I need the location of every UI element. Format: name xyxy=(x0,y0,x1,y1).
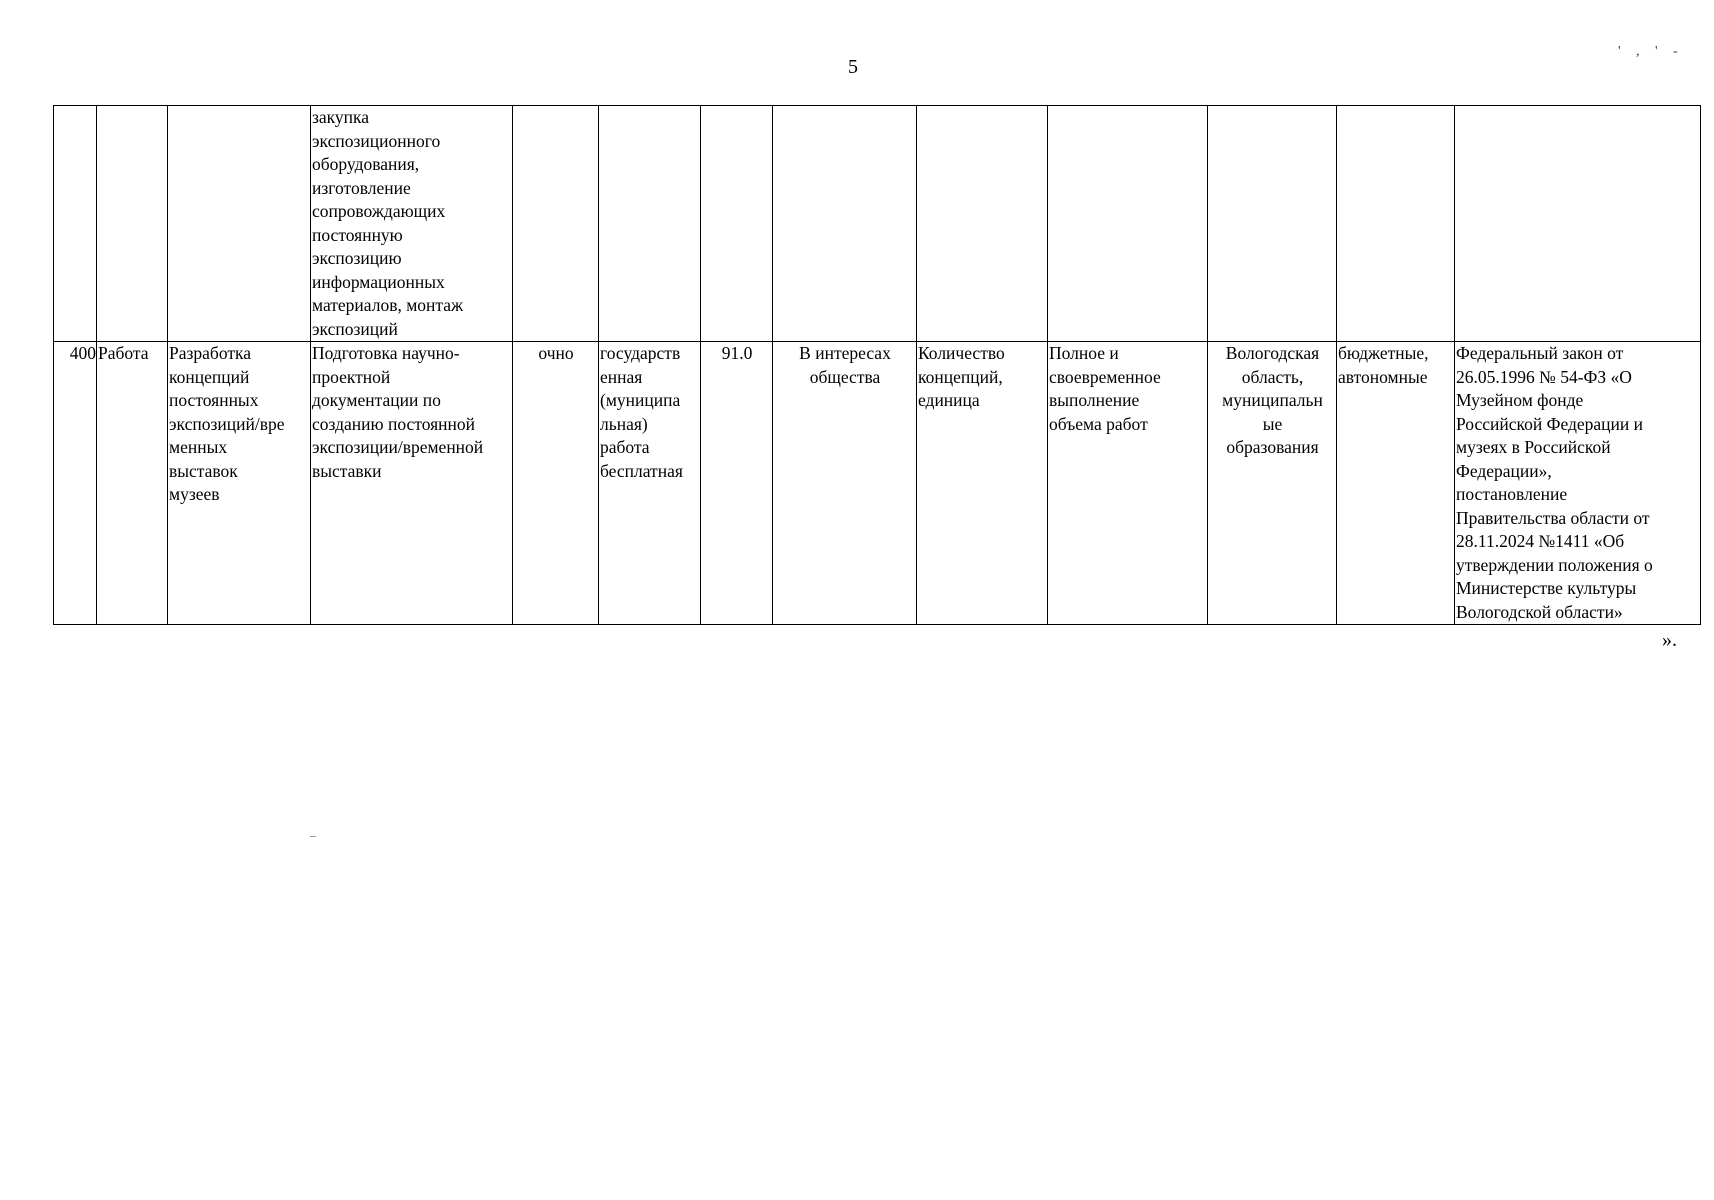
cell-name: Разработка концепций постоянных экспозиций/вре менных выставок музеев xyxy=(168,342,311,625)
cell-consumers xyxy=(773,106,917,342)
cell-institutions: бюджетные, автономные xyxy=(1337,342,1455,625)
cell-level: Вологодская область, муниципальн ые образования xyxy=(1208,342,1337,625)
cell-legal-basis xyxy=(1455,106,1701,342)
table-row-continuation xyxy=(54,106,1701,342)
scan-artifact-marks: ' , ' - xyxy=(1618,44,1684,59)
cell-volume-indicator xyxy=(917,106,1048,342)
cell-code xyxy=(701,106,773,342)
cell-code: 91.0 xyxy=(701,342,773,625)
table-row-400 xyxy=(54,342,1701,625)
cell-quality-indicator xyxy=(1048,106,1208,342)
scan-artifact-dash xyxy=(310,836,316,837)
cell-payment: государств енная (муниципа льная) работа бесплатная xyxy=(599,342,701,625)
cell-name xyxy=(168,106,311,342)
services-registry-table xyxy=(53,105,1701,625)
cell-volume-indicator: Количество концепций, единица xyxy=(917,342,1048,625)
cell-legal-basis: Федеральный закон от 26.05.1996 № 54-ФЗ «О Музейном фонде Российской Федерации и музеях в Российской Федерации», постановление Правительства области от 28.11.2024 №1411 «Об утверждении положения о Министерстве культуры Вологодской области» xyxy=(1455,342,1701,625)
cell-number: 400 xyxy=(54,342,97,625)
cell-type xyxy=(97,106,168,342)
cell-content: Подготовка научно- проектной документации по созданию постоянной экспозиции/временной выставки xyxy=(311,342,513,625)
cell-form: очно xyxy=(513,342,599,625)
page-number: 5 xyxy=(848,56,858,78)
cell-quality-indicator: Полное и своевременное выполнение объема работ xyxy=(1048,342,1208,625)
cell-payment xyxy=(599,106,701,342)
cell-type: Работа xyxy=(97,342,168,625)
cell-content: закупка экспозиционного оборудования, изготовление сопровождающих постоянную экспозицию информационных материалов, монтаж экспозиций xyxy=(311,106,513,342)
cell-form xyxy=(513,106,599,342)
cell-number xyxy=(54,106,97,342)
cell-institutions xyxy=(1337,106,1455,342)
cell-level xyxy=(1208,106,1337,342)
cell-consumers: В интересах общества xyxy=(773,342,917,625)
closing-quote: ». xyxy=(1662,629,1677,651)
